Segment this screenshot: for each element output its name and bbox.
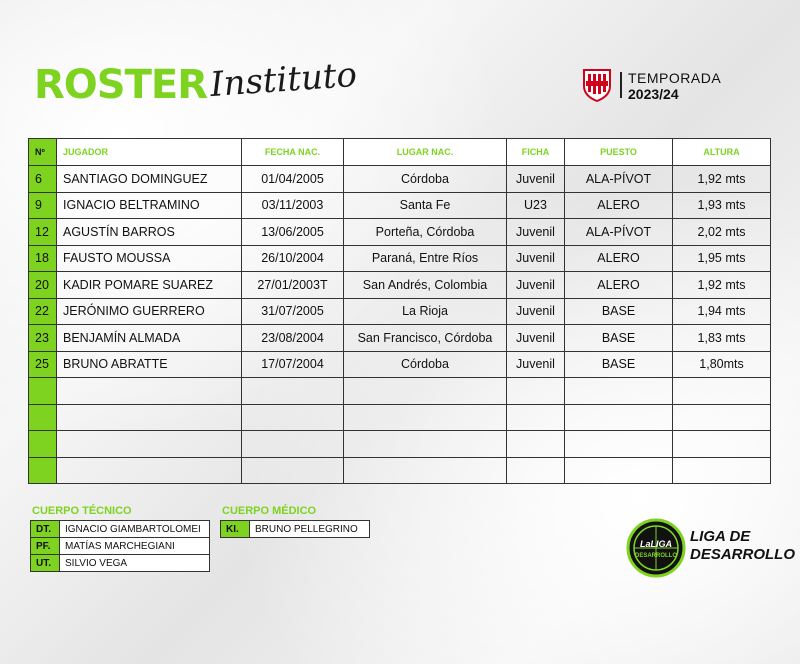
- row-number-cell: [29, 404, 57, 431]
- ficha-cell: [507, 457, 565, 484]
- height-cell: 1,94 mts: [673, 298, 771, 325]
- row-number-cell: 6: [29, 166, 57, 193]
- league-name: [690, 528, 795, 564]
- row-number-cell: 22: [29, 298, 57, 325]
- ficha-cell: Juvenil: [507, 325, 565, 352]
- team-name: Instituto: [208, 54, 359, 106]
- ficha-cell: [507, 431, 565, 458]
- row-number-cell: 12: [29, 219, 57, 246]
- club-crest-icon: [582, 68, 612, 102]
- ficha-cell: Juvenil: [507, 166, 565, 193]
- season-year: 2023/24: [628, 86, 679, 102]
- birthplace-cell: Santa Fe: [344, 192, 507, 219]
- roster-table: [28, 138, 771, 484]
- position-cell: [565, 404, 673, 431]
- col-header-number: Nº: [29, 139, 57, 166]
- position-cell: [565, 378, 673, 405]
- birthplace-cell: [344, 378, 507, 405]
- table-header-row: [29, 139, 771, 166]
- table-row: [29, 219, 771, 246]
- table-row: [29, 272, 771, 299]
- row-number-cell: [29, 431, 57, 458]
- birth-date-cell: 27/01/2003T: [242, 272, 344, 299]
- position-cell: BASE: [565, 325, 673, 352]
- row-number-cell: 23: [29, 325, 57, 352]
- table-row: [29, 457, 771, 484]
- height-cell: 2,02 mts: [673, 219, 771, 246]
- ficha-cell: Juvenil: [507, 351, 565, 378]
- col-header-position: PUESTO: [565, 139, 673, 166]
- row-number-cell: [29, 378, 57, 405]
- player-name-cell: BENJAMÍN ALMADA: [57, 325, 242, 352]
- position-cell: ALERO: [565, 272, 673, 299]
- birthplace-cell: [344, 431, 507, 458]
- season-divider: [620, 72, 622, 98]
- position-cell: [565, 457, 673, 484]
- col-header-player: JUGADOR: [57, 139, 242, 166]
- position-cell: ALA-PÍVOT: [565, 166, 673, 193]
- row-number-cell: 20: [29, 272, 57, 299]
- ficha-cell: U23: [507, 192, 565, 219]
- birth-date-cell: [242, 404, 344, 431]
- player-name-cell: FAUSTO MOUSSA: [57, 245, 242, 272]
- table-row: [29, 325, 771, 352]
- row-number-cell: 25: [29, 351, 57, 378]
- birthplace-cell: Córdoba: [344, 351, 507, 378]
- position-cell: BASE: [565, 298, 673, 325]
- staff-name: MATÍAS MARCHEGIANI: [60, 538, 210, 555]
- birth-date-cell: 01/04/2005: [242, 166, 344, 193]
- birthplace-cell: La Rioja: [344, 298, 507, 325]
- player-name-cell: [57, 431, 242, 458]
- height-cell: 1,93 mts: [673, 192, 771, 219]
- staff-name: SILVIO VEGA: [60, 555, 210, 572]
- height-cell: 1,83 mts: [673, 325, 771, 352]
- birth-date-cell: [242, 431, 344, 458]
- staff-row: [221, 521, 370, 538]
- birthplace-cell: Porteña, Córdoba: [344, 219, 507, 246]
- staff-role: UT.: [31, 555, 60, 572]
- table-row: [29, 298, 771, 325]
- technical-staff-table: [30, 520, 210, 572]
- medical-staff-heading: CUERPO MÉDICO: [222, 505, 317, 517]
- height-cell: [673, 404, 771, 431]
- birthplace-cell: [344, 404, 507, 431]
- birth-date-cell: 03/11/2003: [242, 192, 344, 219]
- birth-date-cell: 13/06/2005: [242, 219, 344, 246]
- position-cell: BASE: [565, 351, 673, 378]
- position-cell: ALA-PÍVOT: [565, 219, 673, 246]
- birth-date-cell: 31/07/2005: [242, 298, 344, 325]
- col-header-dob: FECHA NAC.: [242, 139, 344, 166]
- player-name-cell: JERÓNIMO GUERRERO: [57, 298, 242, 325]
- staff-name: IGNACIO GIAMBARTOLOMEI: [60, 521, 210, 538]
- player-name-cell: SANTIAGO DOMINGUEZ: [57, 166, 242, 193]
- player-name-cell: [57, 457, 242, 484]
- birthplace-cell: San Francisco, Córdoba: [344, 325, 507, 352]
- ficha-cell: [507, 378, 565, 405]
- basketball-league-logo-icon: [626, 518, 686, 578]
- col-header-birthplace: LUGAR NAC.: [344, 139, 507, 166]
- player-name-cell: BRUNO ABRATTE: [57, 351, 242, 378]
- row-number-cell: [29, 457, 57, 484]
- birth-date-cell: 17/07/2004: [242, 351, 344, 378]
- height-cell: 1,92 mts: [673, 166, 771, 193]
- ficha-cell: Juvenil: [507, 219, 565, 246]
- staff-role: DT.: [31, 521, 60, 538]
- league-logo-subtext: DESARROLLO: [635, 553, 677, 559]
- table-row: [29, 404, 771, 431]
- player-name-cell: [57, 404, 242, 431]
- league-logo-text: LaLIGA: [639, 539, 673, 549]
- table-row: [29, 245, 771, 272]
- height-cell: [673, 378, 771, 405]
- birth-date-cell: [242, 378, 344, 405]
- position-cell: [565, 431, 673, 458]
- player-name-cell: AGUSTÍN BARROS: [57, 219, 242, 246]
- birthplace-cell: [344, 457, 507, 484]
- staff-role: KI.: [221, 521, 250, 538]
- ficha-cell: Juvenil: [507, 272, 565, 299]
- technical-staff-heading: CUERPO TÉCNICO: [32, 505, 132, 517]
- player-name-cell: KADIR POMARE SUAREZ: [57, 272, 242, 299]
- height-cell: 1,92 mts: [673, 272, 771, 299]
- season-label: TEMPORADA: [628, 70, 722, 86]
- staff-row: [31, 555, 210, 572]
- table-row: [29, 431, 771, 458]
- row-number-cell: 9: [29, 192, 57, 219]
- col-header-ficha: FICHA: [507, 139, 565, 166]
- staff-row: [31, 521, 210, 538]
- birthplace-cell: San Andrés, Colombia: [344, 272, 507, 299]
- height-cell: 1,80mts: [673, 351, 771, 378]
- ficha-cell: Juvenil: [507, 245, 565, 272]
- table-row: [29, 378, 771, 405]
- birthplace-cell: Córdoba: [344, 166, 507, 193]
- table-row: [29, 192, 771, 219]
- medical-staff-table: [220, 520, 370, 538]
- player-name-cell: IGNACIO BELTRAMINO: [57, 192, 242, 219]
- staff-row: [31, 538, 210, 555]
- table-row: [29, 351, 771, 378]
- table-row: [29, 166, 771, 193]
- league-name-line2: DESARROLLO: [690, 546, 795, 563]
- birth-date-cell: [242, 457, 344, 484]
- height-cell: [673, 457, 771, 484]
- ficha-cell: [507, 404, 565, 431]
- position-cell: ALERO: [565, 245, 673, 272]
- league-name-line1: LIGA DE: [690, 528, 751, 545]
- staff-role: PF.: [31, 538, 60, 555]
- birth-date-cell: 23/08/2004: [242, 325, 344, 352]
- birth-date-cell: 26/10/2004: [242, 245, 344, 272]
- ficha-cell: Juvenil: [507, 298, 565, 325]
- height-cell: [673, 431, 771, 458]
- staff-name: BRUNO PELLEGRINO: [250, 521, 370, 538]
- roster-title: ROSTER: [34, 62, 208, 108]
- height-cell: 1,95 mts: [673, 245, 771, 272]
- position-cell: ALERO: [565, 192, 673, 219]
- player-name-cell: [57, 378, 242, 405]
- row-number-cell: 18: [29, 245, 57, 272]
- col-header-height: ALTURA: [673, 139, 771, 166]
- birthplace-cell: Paraná, Entre Ríos: [344, 245, 507, 272]
